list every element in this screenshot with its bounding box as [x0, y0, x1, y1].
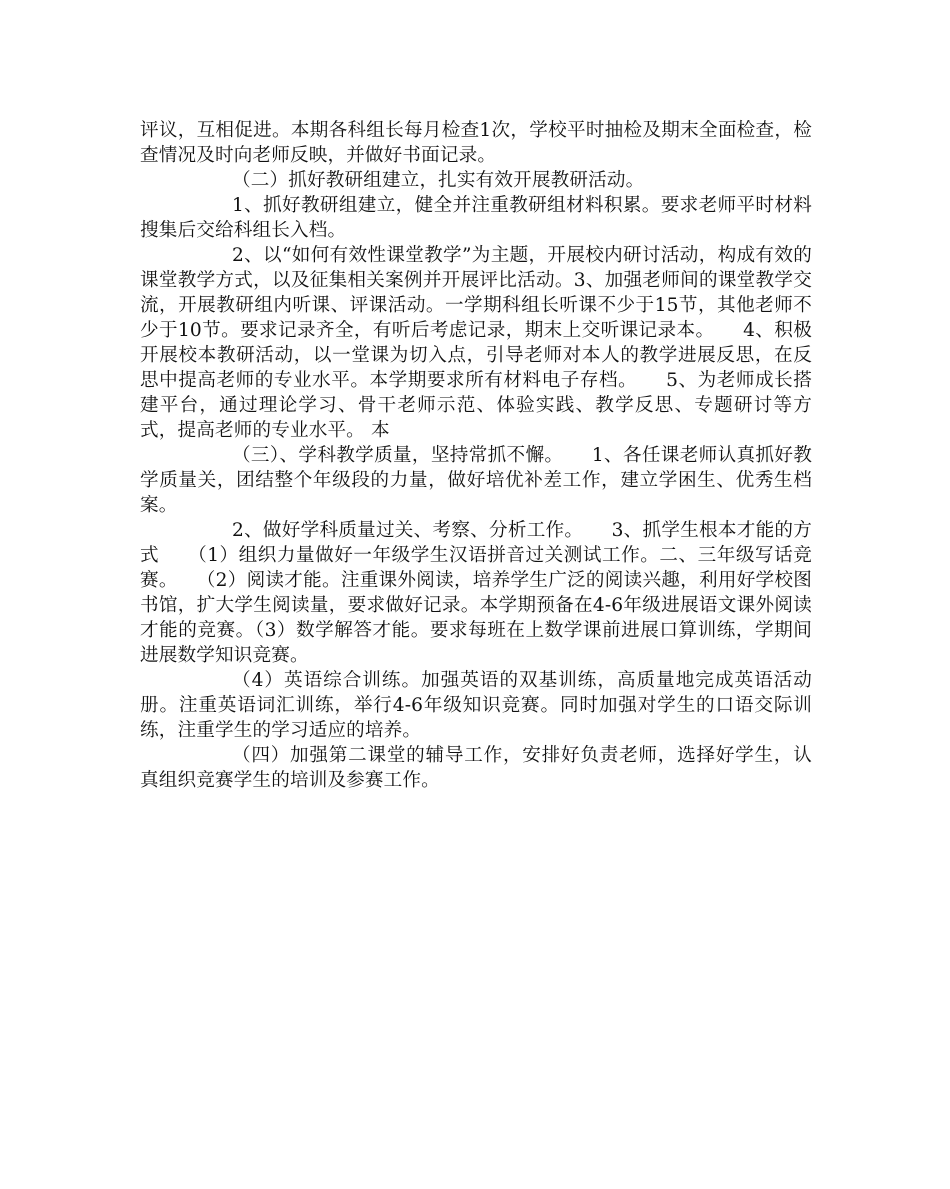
paragraph-items-two-to-five: 2、以“如何有效性课堂教学”为主题，开展校内研讨活动，构成有效的课堂教学方式，以及征集相关案例并开展评比活动。3、加强老师间的课堂教学交流，开展教研组内听课、评课活动。一学期科组长听课不少于15节，其他老师不少于10节。要求记录齐全，有听后考虑记录，期末上交听课记录本。 4、积极开展校本教研活动，以一堂课为切入点，引导老师对本人的教学进展反思，在反思中提高老师的专业水平。本学期要求所有材料电子存档。 5、为老师成长搭建平台，通过理论学习、骨干老师示范、体验实践、教学反思、专题研讨等方式，提高老师的专业水平。 本 — [140, 245, 812, 441]
document-body — [140, 118, 812, 793]
paragraph-section-four: （四）加强第二课堂的辅导工作，安排好负责老师，选择好学生，认真组织竞赛学生的培训及参赛工作。 — [140, 745, 812, 791]
paragraph-english-training: （4）英语综合训练。加强英语的双基训练，高质量地完成英语活动册。注重英语词汇训练，举行4-6年级知识竞赛。同时加强对学生的口语交际训练，注重学生的学习适应的培养。 — [140, 670, 812, 741]
heading-section-two: （二）抓好教研组建立，扎实有效开展教研活动。 — [232, 170, 645, 191]
paragraph-item-one: 1、抓好教研组建立，健全并注重教研组材料积累。要求老师平时材料搜集后交给科组长入档。 — [140, 195, 812, 241]
paragraph-section-three: （三）、学科教学质量，坚持常抓不懈。 1、各任课老师认真抓好教学质量关，团结整个年级段的力量，做好培优补差工作，建立学困生、优秀生档案。 — [140, 445, 812, 516]
paragraph-quality-abilities: 2、做好学科质量过关、考察、分析工作。 3、抓学生根本才能的方式 （1）组织力量做好一年级学生汉语拼音过关测试工作。二、三年级写话竞赛。 （2）阅读才能。注重课外阅读，培养学生广泛的阅读兴趣，利用好学校图书馆，扩大学生阅读量，要求做好记录。本学期预备在4-6年级进展语文课外阅读才能的竞赛。（3）数学解答才能。要求每班在上数学课前进展口算训练，学期间进展数学知识竞赛。 — [140, 520, 812, 666]
paragraph-review-inspection: 评议，互相促进。本期各科组长每月检查1次，学校平时抽检及期末全面检查，检查情况及时向老师反映，并做好书面记录。 — [140, 120, 812, 166]
